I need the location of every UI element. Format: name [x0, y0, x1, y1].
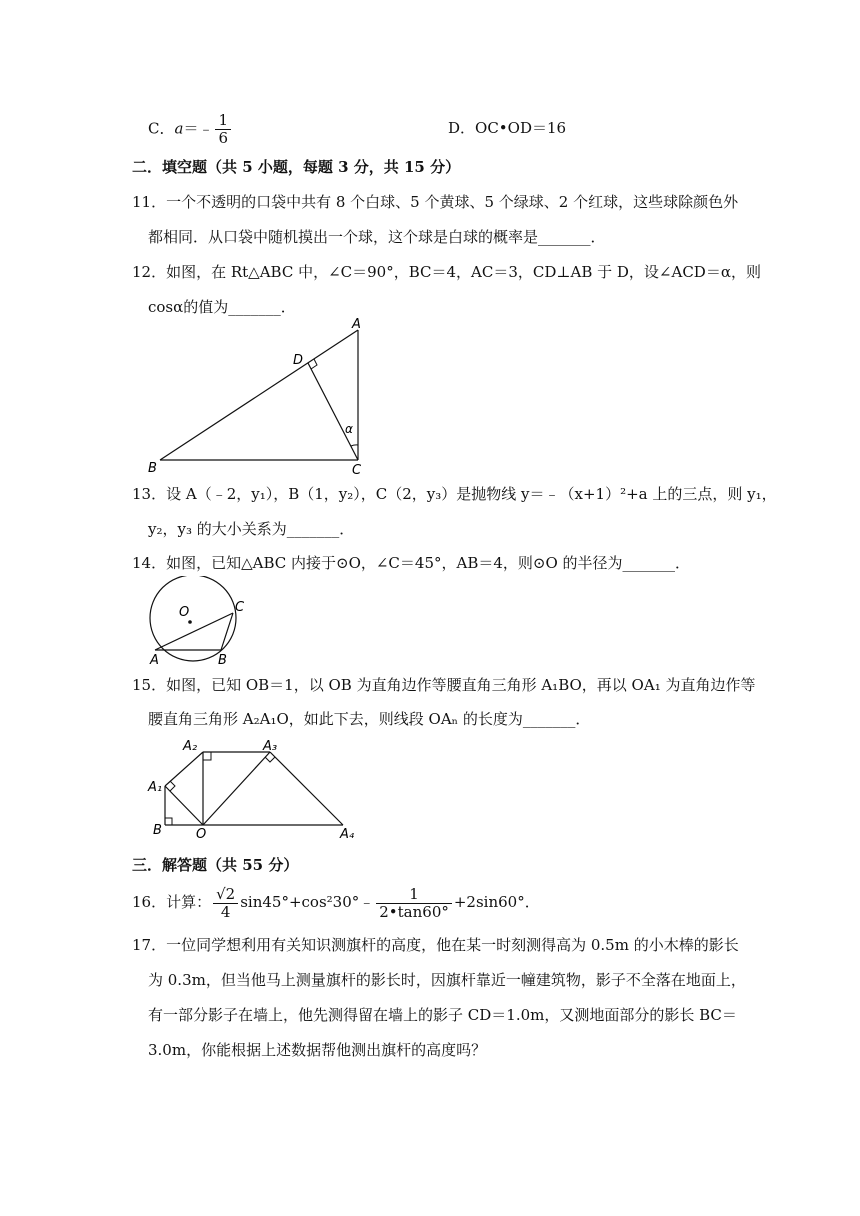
q17-line2: 为 0.3m，但当他马上测量旗杆的影长时，因旗杆靠近一幢建筑物，影子不全落在地面上， [148, 971, 746, 989]
q16-prefix: 16．计算： [132, 893, 212, 911]
q14-label-b: B [218, 653, 227, 666]
q15-side-oa3 [203, 752, 270, 825]
section-2-heading: 二．填空题（共 5 小题，每题 3 分，共 15 分） [132, 158, 461, 176]
q14-center-dot [188, 620, 192, 624]
option-d-text: OC•OD＝16 [475, 119, 567, 137]
option-c-var: a [174, 119, 184, 138]
q15-label-a2: A₂ [183, 739, 198, 754]
q14-chord-ac [155, 613, 233, 650]
q12-label-c: C [352, 463, 362, 477]
option-c-numerator: 1 [215, 112, 231, 130]
q16-fraction-1-denominator: 4 [220, 902, 231, 921]
q12-line1: 12．如图，在 Rt△ABC 中，∠C＝90°，BC＝4，AC＝3，CD⊥AB 于 D，设∠ACD＝α，则 [132, 263, 761, 281]
option-c [148, 112, 233, 147]
q15-label-a3: A₃ [263, 739, 278, 754]
q11-line2: 都相同．从口袋中随机摸出一个球，这个球是白球的概率是_______． [148, 228, 606, 246]
q12-label-a: A [352, 317, 361, 332]
q15-side-a3a4 [270, 752, 343, 825]
q12-side-ab [160, 330, 358, 460]
q11-line1: 11．一个不透明的口袋中共有 8 个白球、5 个黄球、5 个绿球、2 个红球，这些球除颜色外 [132, 193, 739, 211]
q15-line2: 腰直角三角形 A₂A₁O，如此下去，则线段 OAₙ 的长度为_______． [148, 710, 591, 728]
q15-side-a1o [165, 786, 203, 825]
q15-right-mark-a1 [170, 781, 175, 791]
q12-label-d: D [293, 353, 304, 368]
q17-line4: 3.0m，你能根据上述数据帮他测出旗杆的高度吗？ [148, 1041, 487, 1059]
q12-figure [140, 312, 380, 477]
q15-right-mark-a3 [265, 757, 275, 762]
q12-label-b: B [148, 461, 157, 476]
q15-right-mark-b [165, 818, 172, 825]
q15-line1: 15．如图，已知 OB＝1，以 OB 为直角边作等腰直角三角形 A₁BO，再以 OA₁ 为直角边作等 [132, 676, 756, 694]
option-d-label: D． [448, 119, 476, 137]
option-c-fraction [215, 112, 231, 147]
q14-label-o: O [179, 605, 190, 620]
option-d [448, 118, 566, 138]
q14-circle [150, 576, 236, 661]
option-c-eq: ＝﹣ [183, 119, 214, 138]
q15-figure [140, 736, 370, 841]
option-c-denominator: 6 [218, 129, 228, 147]
q15-side-a1a2 [165, 752, 203, 786]
q16-fraction-2-numerator: 1 [376, 886, 452, 904]
q15-label-a4: A₄ [340, 827, 355, 841]
q16-fraction-2-denominator: 2•tan60° [379, 902, 449, 921]
q16-fraction-2 [376, 886, 452, 921]
q15-right-mark-a2 [203, 752, 211, 760]
q14-line1: 14．如图，已知△ABC 内接于⊙O，∠C＝45°，AB＝4，则⊙O 的半径为_______． [132, 554, 691, 572]
q15-label-o: O [196, 827, 207, 841]
q16-expression [132, 880, 540, 930]
q15-label-b: B [153, 823, 162, 838]
option-c-label: C． [148, 119, 175, 138]
q12-altitude-cd [308, 363, 358, 460]
q16-fraction-1 [213, 886, 238, 921]
q17-line3: 有一部分影子在墙上，他先测得留在墙上的影子 CD＝1.0m，又测地面部分的影长 BC＝ [148, 1006, 737, 1024]
q12-label-alpha: α [345, 422, 353, 436]
section-3-heading: 三．解答题（共 55 分） [132, 856, 299, 874]
q16-suffix: +2sin60°． [453, 893, 540, 911]
q15-label-a1: A₁ [148, 780, 163, 795]
q13-line2: y₂，y₃ 的大小关系为_______． [148, 520, 355, 538]
q13-line1: 13．设 A（﹣2，y₁），B（1，y₂），C（2，y₃）是抛物线 y＝﹣（x+1）²+a 上的三点，则 y₁， [132, 485, 777, 503]
q14-figure [140, 576, 255, 666]
q16-fraction-1-numerator: √2 [213, 886, 238, 904]
q12-alpha-arc [351, 445, 358, 446]
q17-line1: 17．一位同学想利用有关知识测旗杆的高度，他在某一时刻测得高为 0.5m 的小木棒的影长 [132, 936, 739, 954]
q14-label-a: A [150, 653, 159, 666]
q12-line2: cosα的值为_______． [148, 298, 296, 316]
q16-middle: sin45°+cos²30°﹣ [240, 893, 375, 911]
q14-label-c: C [235, 600, 245, 615]
